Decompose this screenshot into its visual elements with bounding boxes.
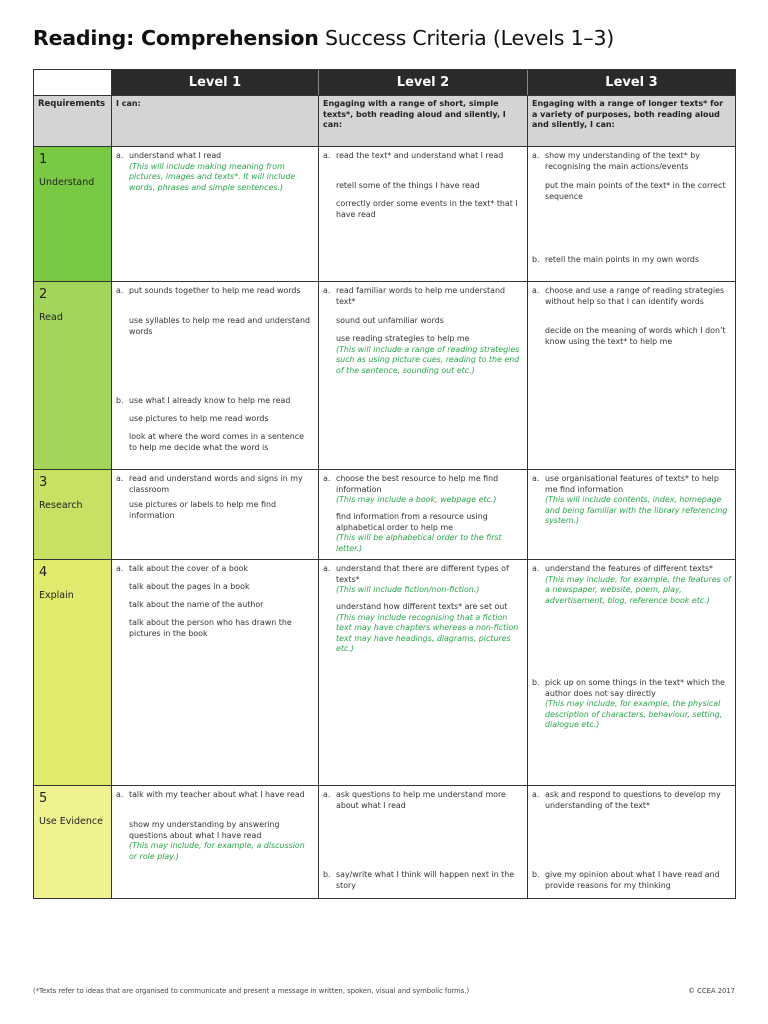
criterion-text: talk about the name of the author [129, 600, 264, 609]
header-blank [34, 70, 112, 95]
item-marker: a. [323, 151, 331, 160]
item-marker: b. [116, 396, 124, 405]
copyright: © CCEA 2017 [688, 987, 735, 995]
item-marker: a. [532, 151, 540, 160]
criterion-note: (This will include making meaning from pictures, images and texts*. It will include words, phrases and simple sentences.) [129, 161, 296, 192]
header-level-1: Level 1 [112, 70, 319, 95]
item-marker: a. [116, 790, 124, 799]
criterion-text: read familiar words to help me understand text* [336, 286, 505, 306]
criterion-text: sound out unfamiliar words [336, 316, 444, 325]
row-label: Understand [39, 177, 95, 188]
cell-use-evidence-level-1 [112, 786, 319, 898]
item-marker: b. [532, 870, 540, 879]
item-marker: a. [532, 286, 540, 295]
cell-explain-level-1 [112, 560, 319, 785]
criterion-text: choose and use a range of reading strategies without help so that I can identify words [545, 286, 725, 306]
row-number: 2 [39, 287, 48, 302]
item-marker: b. [323, 870, 331, 879]
criterion-text: use syllables to help me read and understand words [129, 316, 310, 336]
criterion-text: talk about the pages in a book [129, 582, 250, 591]
cell-explain-level-2 [319, 560, 528, 785]
criterion-note: (This may include a book, webpage etc.) [336, 495, 497, 504]
criterion-text: find information from a resource using alphabetical order to help me [336, 512, 488, 532]
criterion-text: understand that there are different types of texts* [336, 564, 509, 584]
criterion-text: choose the best resource to help me find information [336, 474, 499, 494]
table-row [34, 560, 735, 786]
criterion-note: (This will include contents, index, homepage and being familiar with the library referencing system.) [545, 495, 728, 525]
item-marker: a. [323, 790, 331, 799]
table-row [34, 786, 735, 898]
table-row [34, 147, 735, 282]
item-marker: a. [116, 474, 124, 483]
item-marker: a. [323, 474, 331, 483]
success-criteria-table [33, 69, 736, 899]
cell-understand-level-2 [319, 147, 528, 281]
criterion-text: use pictures to help me read words [129, 414, 269, 423]
cell-understand-level-3 [528, 147, 735, 281]
header-row [34, 70, 735, 96]
row-number: 5 [39, 791, 48, 806]
criterion-text: ask questions to help me understand more about what I read [336, 790, 506, 810]
requirements-row [34, 96, 735, 147]
title-bold: Reading: Comprehension [33, 26, 319, 50]
item-marker: b. [532, 255, 540, 264]
cell-explain-level-3 [528, 560, 735, 785]
item-marker: a. [323, 564, 331, 573]
page-title [33, 26, 614, 50]
criterion-text: look at where the word comes in a sentence to help me decide what the word is [129, 432, 304, 452]
requirements-label: Requirements [34, 96, 112, 146]
cell-research-level-1 [112, 470, 319, 559]
row-label-research [34, 470, 112, 559]
requirements-level-2: Engaging with a range of short, simple texts*, both reading aloud and silently, I can: [319, 96, 528, 146]
item-marker: a. [116, 564, 124, 573]
criterion-note: (This may include recognising that a fiction text may have chapters whereas a non-fiction text may have headings, diagrams, pictures etc.) [336, 612, 519, 653]
cell-understand-level-1 [112, 147, 319, 281]
criterion-text: talk about the person who has drawn the pictures in the book [129, 618, 292, 638]
criterion-text: say/write what I think will happen next in the story [336, 870, 515, 890]
criterion-text: decide on the meaning of words which I don’t know using the text* to help me [545, 326, 726, 346]
criterion-text: show my understanding of the text* by recognising the main actions/events [545, 151, 700, 171]
criterion-note: (This will include a range of reading strategies such as using picture cues, reading to the end of the sentence, sounding out etc.) [336, 344, 520, 375]
criterion-note: (This may include, for example, a discussion or role play.) [129, 841, 305, 861]
criterion-note: (This may include, for example, the physical description of characters, behaviour, setting, dialogue etc.) [545, 699, 723, 729]
row-number: 3 [39, 475, 48, 490]
item-marker: a. [116, 286, 124, 295]
footnote: (*Texts refer to ideas that are organised to communicate and present a message in written, spoken, visual and symbolic forms.) [33, 987, 470, 995]
criterion-text: talk with my teacher about what I have read [129, 790, 305, 799]
item-marker: a. [532, 790, 540, 799]
cell-read-level-3 [528, 282, 735, 469]
requirements-level-3: Engaging with a range of longer texts* for a variety of purposes, both reading aloud and silently, I can: [528, 96, 735, 146]
cell-use-evidence-level-3 [528, 786, 735, 898]
row-label-understand [34, 147, 112, 281]
criterion-note: (This will be alphabetical order to the first letter.) [336, 533, 502, 553]
table-row [34, 470, 735, 560]
cell-research-level-3 [528, 470, 735, 559]
criterion-text: put sounds together to help me read words [129, 286, 301, 295]
criterion-text: retell the main points in my own words [545, 255, 700, 264]
cell-read-level-1 [112, 282, 319, 469]
criterion-text: pick up on some things in the text* which the author does not say directly [545, 678, 726, 698]
row-number: 1 [39, 152, 48, 167]
title-light: Success Criteria (Levels 1–3) [324, 26, 615, 50]
item-marker: a. [116, 151, 124, 160]
criterion-text: understand the features of different texts* [545, 564, 713, 573]
item-marker: a. [532, 564, 540, 573]
criterion-text: use pictures or labels to help me find information [129, 500, 276, 520]
criterion-text: talk about the cover of a book [129, 564, 249, 573]
criterion-text: understand what I read [129, 151, 222, 160]
criterion-text: show my understanding by answering questions about what I have read [129, 820, 280, 840]
criterion-note: (This may include, for example, the features of a newspaper, website, poem, play, advertisement, blog, reference book etc.) [545, 574, 731, 605]
criterion-text: use what I already know to help me read [129, 396, 291, 405]
row-label: Read [39, 312, 63, 323]
criterion-text: give my opinion about what I have read and provide reasons for my thinking [545, 870, 720, 890]
item-marker: b. [532, 678, 540, 687]
row-number: 4 [39, 565, 48, 580]
row-label-explain [34, 560, 112, 785]
row-label: Research [39, 500, 83, 511]
cell-read-level-2 [319, 282, 528, 469]
criterion-text: understand how different texts* are set out [336, 602, 508, 611]
header-level-2: Level 2 [319, 70, 528, 95]
row-label-use-evidence [34, 786, 112, 898]
row-label: Use Evidence [39, 816, 103, 827]
criterion-text: ask and respond to questions to develop my understanding of the text* [545, 790, 721, 810]
criterion-text: read the text* and understand what I read [336, 151, 504, 160]
criterion-text: put the main points of the text* in the correct sequence [545, 181, 726, 201]
criterion-note: (This will include fiction/non-fiction.) [336, 585, 480, 594]
criterion-text: correctly order some events in the text* that I have read [336, 199, 518, 219]
header-level-3: Level 3 [528, 70, 735, 95]
cell-use-evidence-level-2 [319, 786, 528, 898]
criterion-text: use reading strategies to help me [336, 334, 470, 343]
row-label: Explain [39, 590, 74, 601]
criterion-text: retell some of the things I have read [336, 181, 480, 190]
item-marker: a. [323, 286, 331, 295]
table-row [34, 282, 735, 470]
criterion-text: use organisational features of texts* to help me find information [545, 474, 719, 494]
requirements-level-1: I can: [112, 96, 319, 146]
row-label-read [34, 282, 112, 469]
item-marker: a. [532, 474, 540, 483]
criterion-text: read and understand words and signs in my classroom [129, 474, 303, 494]
cell-research-level-2 [319, 470, 528, 559]
